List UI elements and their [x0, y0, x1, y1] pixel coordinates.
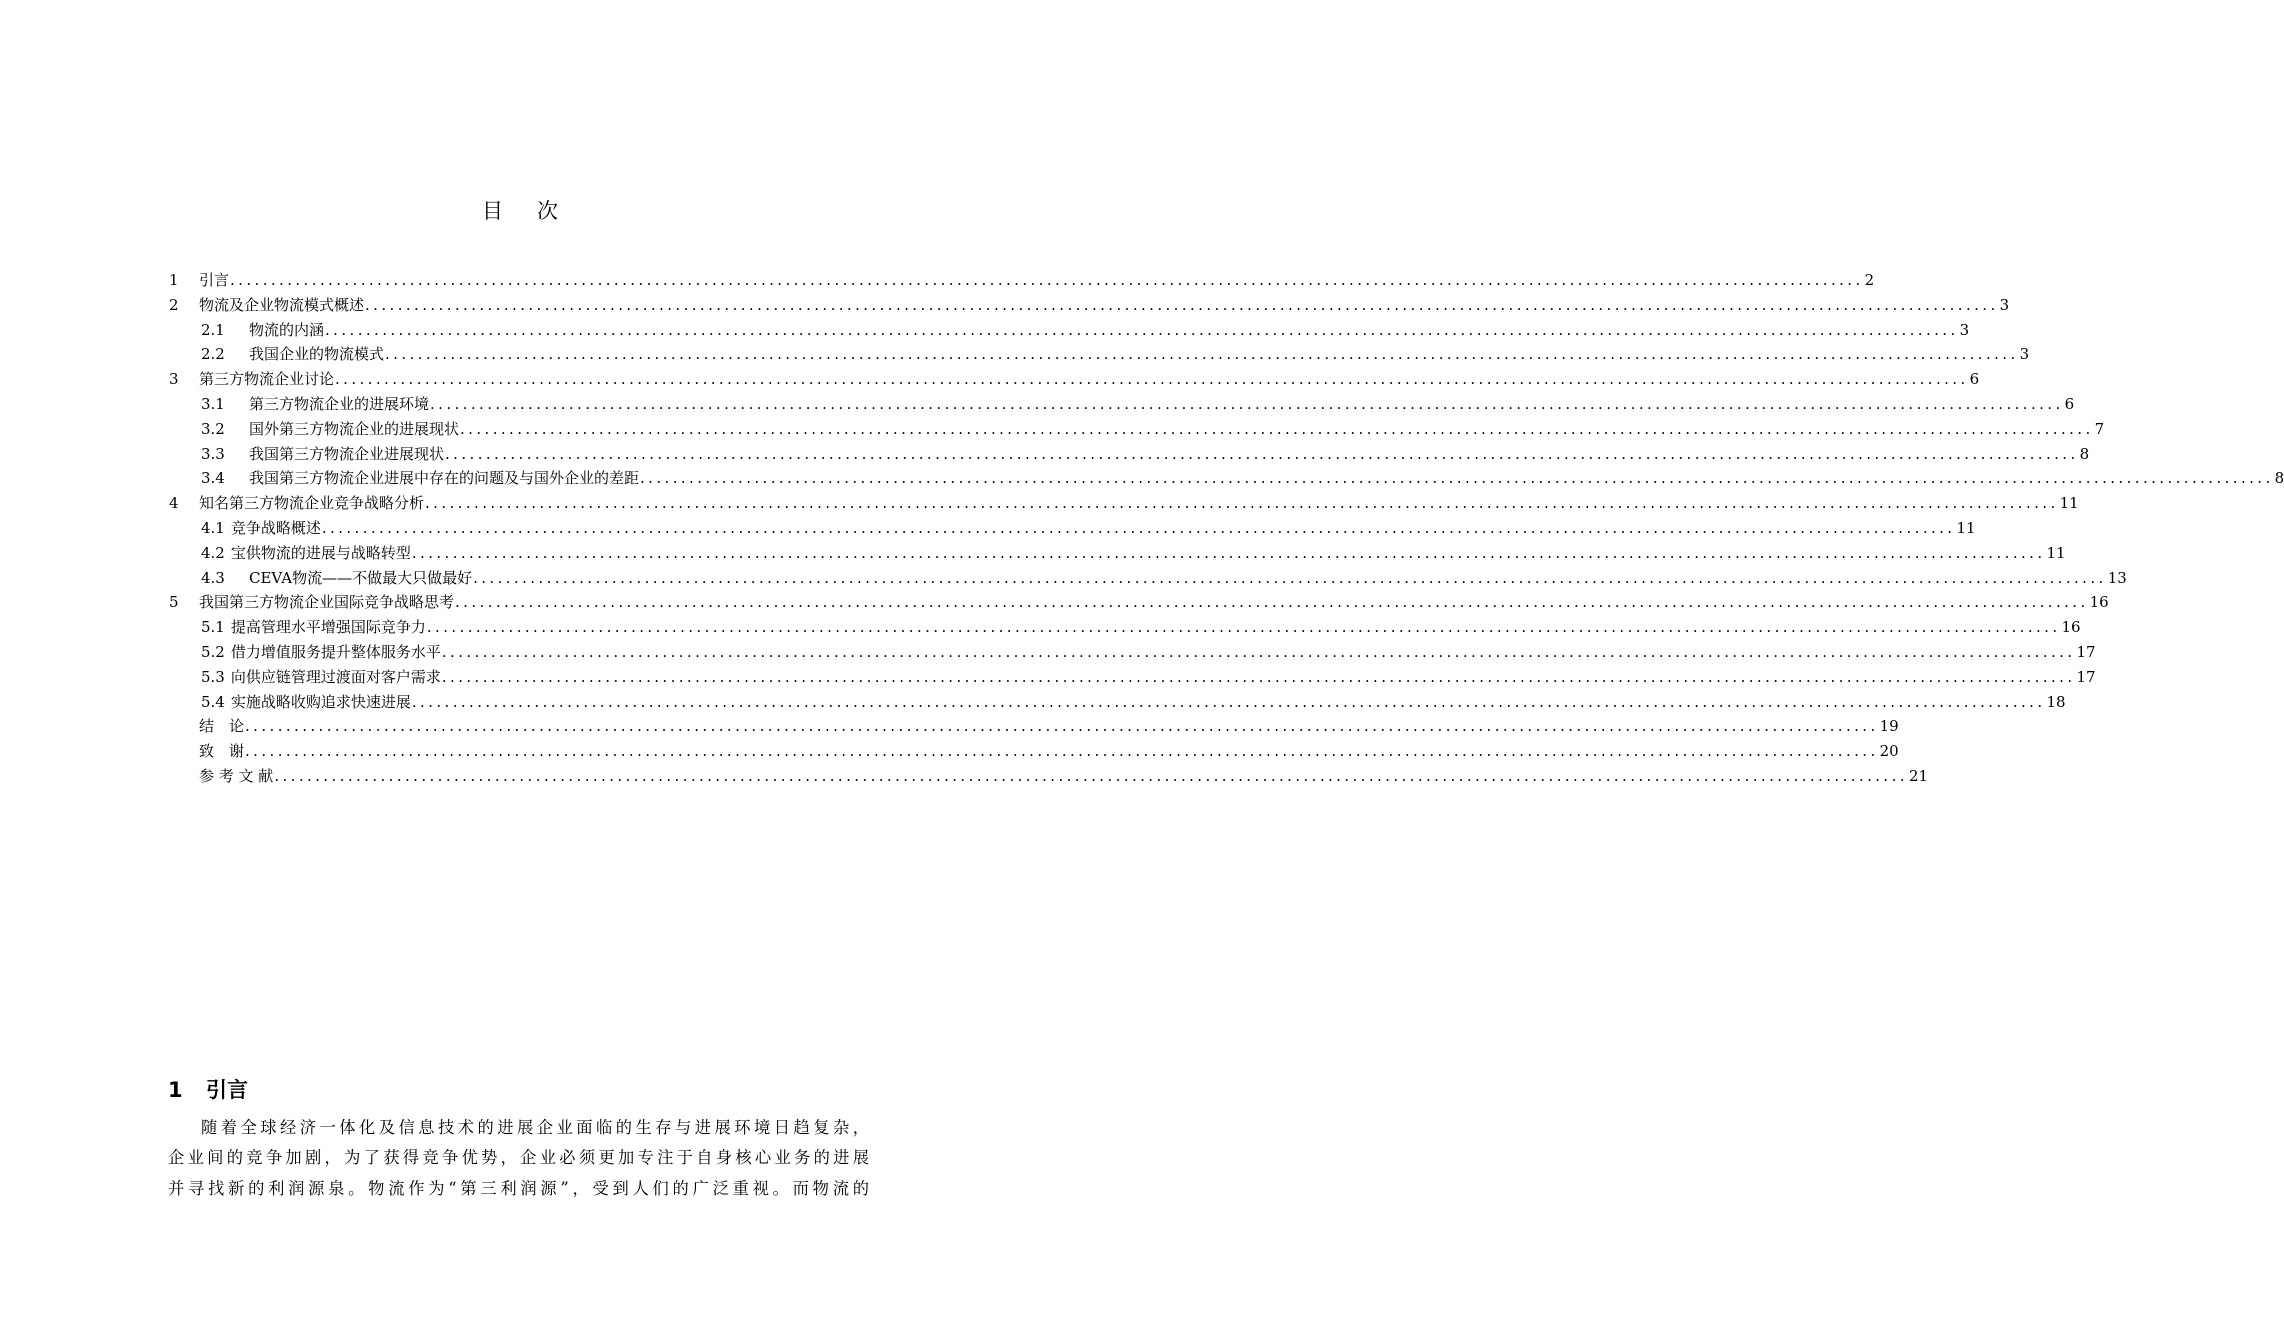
- toc-entry-page: 11: [1956, 518, 1976, 537]
- toc-entry[interactable]: [169, 541, 2066, 566]
- toc-entry-label: CEVA物流——不做最大只做最好: [249, 568, 473, 587]
- toc-entry[interactable]: [169, 367, 1980, 392]
- toc-entry-page: 17: [2076, 642, 2096, 661]
- toc-entry-number: 3: [169, 370, 179, 389]
- toc-entry-label: 物流及企业物流模式概述: [199, 295, 365, 314]
- toc-title-char-1: 目: [482, 199, 503, 223]
- toc-entry-number: 1: [169, 271, 179, 289]
- toc-entry-page: 6: [1969, 370, 1980, 389]
- toc-entry[interactable]: [169, 268, 1875, 293]
- section-number: 1: [168, 1078, 183, 1102]
- toc-entry-label: 我国企业的物流模式: [249, 345, 385, 364]
- toc-entry-number: 4: [169, 494, 179, 513]
- paragraph-line: 并寻找新的利润源泉。物流作为“第三利润源”，受到人们的广泛重视。而物流的: [168, 1178, 869, 1198]
- toc-entry-page: 11: [2059, 494, 2079, 513]
- toc-entry[interactable]: [169, 665, 2096, 690]
- toc-entry-page: 18: [2046, 692, 2066, 711]
- toc-entry-label: 宝供物流的进展与战略转型: [230, 543, 411, 562]
- toc-entry-page: 3: [1959, 320, 1970, 339]
- body-paragraph: [168, 1113, 869, 1204]
- toc-leader-dots: ........................................................................................................................................................................................................: [425, 494, 2059, 513]
- toc-entry[interactable]: [169, 640, 2096, 665]
- toc-entry-label: 国外第三方物流企业的进展现状: [249, 419, 460, 438]
- toc-entry-label: 借力增值服务提升整体服务水平: [230, 642, 441, 661]
- toc-entry-number: 3.3: [201, 444, 225, 463]
- toc-leader-dots: ........................................................................................................................................................................................................: [426, 618, 2061, 637]
- toc-entry-page: 20: [1879, 742, 1899, 761]
- toc-entry[interactable]: [169, 342, 2030, 367]
- toc-entry[interactable]: [169, 417, 2105, 442]
- toc-entry[interactable]: [169, 466, 2284, 491]
- toc-entry-label: 第三方物流企业的进展环境: [249, 394, 430, 413]
- toc-leader-dots: ........................................................................................................................................................................................................: [430, 394, 2064, 413]
- toc-leader-dots: ........................................................................................................................................................................................................: [335, 370, 1969, 389]
- toc-leader-dots: ........................................................................................................................................................................................................: [325, 320, 1959, 339]
- toc-entry-label: 引言: [199, 271, 230, 289]
- toc-entry[interactable]: [169, 690, 2066, 715]
- toc-entry-page: 3: [2019, 345, 2030, 364]
- toc-entry[interactable]: [169, 392, 2075, 417]
- toc-title-char-2: 次: [537, 199, 558, 223]
- toc-entry[interactable]: [169, 764, 1929, 789]
- toc-entry-page: 7: [2094, 419, 2105, 438]
- toc-entry-page: 17: [2076, 667, 2096, 686]
- toc-entry-number: 3.2: [201, 419, 225, 438]
- toc-entry-page: 3: [1999, 295, 2010, 314]
- toc-leader-dots: ........................................................................................................................................................................................................: [473, 568, 2107, 587]
- toc-leader-dots: ........................................................................................................................................................................................................: [245, 717, 1879, 736]
- paragraph-line: 企业间的竞争加剧，为了获得竞争优势，企业必须更加专注于自身核心业务的进展: [168, 1148, 869, 1168]
- toc-entry-label: 第三方物流企业讨论: [199, 370, 335, 389]
- toc-leader-dots: ........................................................................................................................................................................................................: [230, 271, 1864, 289]
- toc-entry[interactable]: [169, 615, 2081, 640]
- toc-leader-dots: ........................................................................................................................................................................................................: [441, 667, 2076, 686]
- toc-entry-label: 实施战略收购追求快速进展: [230, 692, 411, 711]
- toc-entry-number: 4.1: [201, 518, 225, 537]
- toc-entry-label: 竞争战略概述: [230, 518, 321, 537]
- toc-entry[interactable]: [169, 590, 2109, 615]
- toc-entry-page: 8: [2079, 444, 2090, 463]
- toc-entry[interactable]: [169, 293, 2010, 318]
- toc-entry[interactable]: [169, 714, 1899, 739]
- toc-entry-number: 2: [169, 295, 179, 314]
- toc-entry-label: 我国第三方物流企业进展中存在的问题及与国外企业的差距: [249, 469, 640, 488]
- toc-entry-number: 5.4: [201, 692, 225, 711]
- toc-entry-label: 我国第三方物流企业国际竞争战略思考: [199, 593, 455, 612]
- toc-entry[interactable]: [169, 318, 1970, 343]
- toc-entry-number: 5.3: [201, 667, 225, 686]
- toc-entry-number: 5.2: [201, 642, 225, 661]
- toc-entry[interactable]: [169, 442, 2090, 467]
- toc-leader-dots: ........................................................................................................................................................................................................: [365, 295, 1999, 314]
- toc-leader-dots: ........................................................................................................................................................................................................: [411, 692, 2046, 711]
- toc-leader-dots: ........................................................................................................................................................................................................: [441, 642, 2076, 661]
- toc-entry-number: 5.1: [201, 618, 225, 637]
- toc-entry-label: 结 论: [199, 717, 245, 736]
- toc-leader-dots: ........................................................................................................................................................................................................: [460, 419, 2094, 438]
- toc-entry-page: 8: [2274, 469, 2284, 488]
- toc-entry-page: 19: [1879, 717, 1899, 736]
- toc-entry-number: 3.1: [201, 394, 225, 413]
- toc-entry-number: 5: [169, 593, 179, 612]
- toc-entry-label: 知名第三方物流企业竞争战略分析: [199, 494, 425, 513]
- toc-leader-dots: ........................................................................................................................................................................................................: [245, 742, 1879, 761]
- toc-leader-dots: ........................................................................................................................................................................................................: [385, 345, 2019, 364]
- toc-entry-label: 物流的内涵: [249, 320, 325, 339]
- toc-entry-page: 16: [2061, 618, 2081, 637]
- toc-entry-number: 2.2: [201, 345, 225, 364]
- section-heading: [168, 1074, 248, 1104]
- toc-leader-dots: ........................................................................................................................................................................................................: [321, 518, 1956, 537]
- toc-leader-dots: ........................................................................................................................................................................................................: [455, 593, 2089, 612]
- toc-entry-label: 我国第三方物流企业进展现状: [249, 444, 445, 463]
- toc-entry-page: 2: [1864, 271, 1875, 289]
- toc-leader-dots: ........................................................................................................................................................................................................: [411, 543, 2046, 562]
- toc-leader-dots: ........................................................................................................................................................................................................: [640, 469, 2274, 488]
- toc-entry-page: 21: [1908, 766, 1929, 785]
- toc-entry-label: 提高管理水平增强国际竞争力: [230, 618, 426, 637]
- toc-entry[interactable]: [169, 566, 2127, 591]
- toc-entry-number: 4.3: [201, 568, 225, 587]
- toc-entry-page: 6: [2064, 394, 2075, 413]
- toc-entry-label: 致 谢: [199, 742, 245, 761]
- toc-entry-number: 4.2: [201, 543, 225, 562]
- toc-entry-label: 向供应链管理过渡面对客户需求: [230, 667, 441, 686]
- paragraph-line: 随着全球经济一体化及信息技术的进展企业面临的生存与进展环境日趋复杂，: [201, 1118, 869, 1137]
- toc-leader-dots: ........................................................................................................................................................................................................: [274, 766, 1908, 785]
- toc-entry-label: 参 考 文 献: [199, 766, 274, 785]
- toc-entry-number: 3.4: [201, 469, 225, 488]
- toc-entry-page: 11: [2046, 543, 2066, 562]
- section-title: 引言: [206, 1078, 248, 1102]
- toc-entry-page: 16: [2089, 593, 2109, 612]
- table-of-contents: [169, 268, 2284, 789]
- toc-entry[interactable]: [169, 491, 2079, 516]
- toc-leader-dots: ........................................................................................................................................................................................................: [445, 444, 2079, 463]
- toc-entry[interactable]: [169, 739, 1899, 764]
- toc-entry-number: 2.1: [201, 320, 225, 339]
- toc-title: [0, 195, 1040, 225]
- toc-entry[interactable]: [169, 516, 1976, 541]
- toc-entry-page: 13: [2107, 568, 2127, 587]
